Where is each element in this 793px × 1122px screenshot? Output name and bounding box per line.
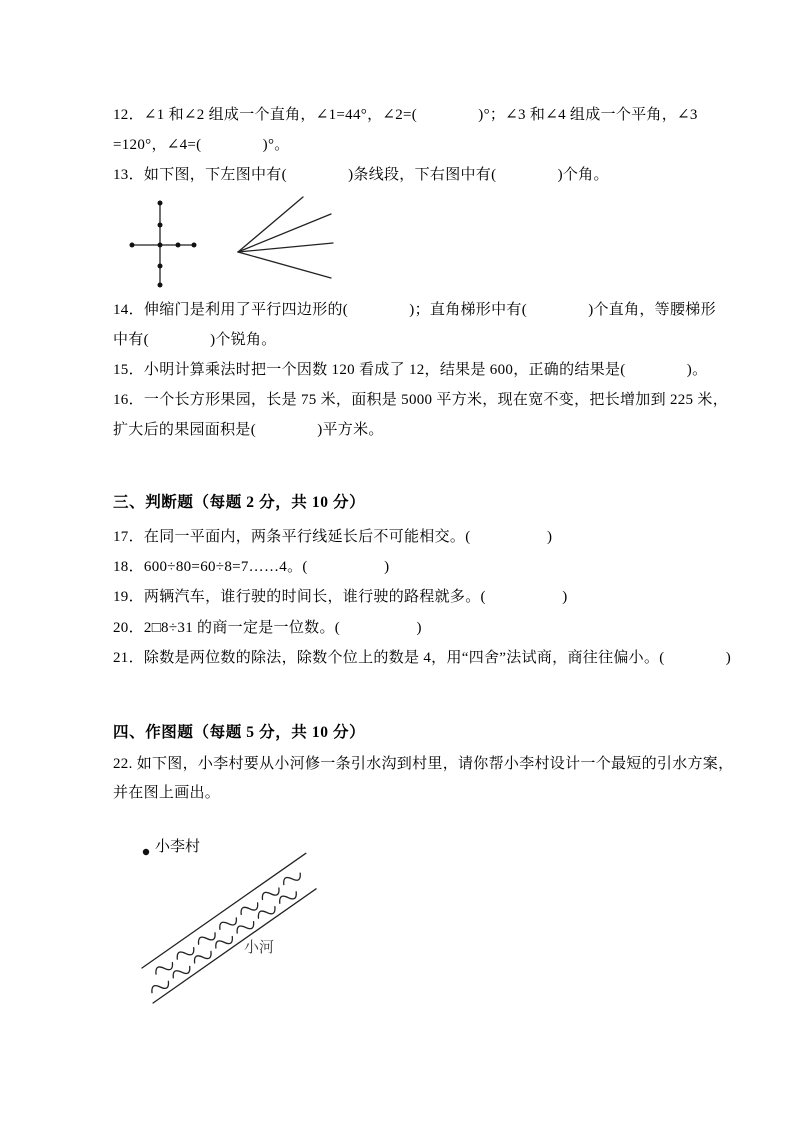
cross-point [176,243,181,248]
question-14-line-1: 14．伸缩门是利用了平行四边形的( )；直角梯形中有( )个直角，等腰梯形 [113,302,716,318]
cross-point [192,243,197,248]
question-20-line-1: 20．2□8÷31 的商一定是一位数。( ) [113,620,422,636]
cross-point [158,283,163,288]
question-17-line-1: 17．在同一平面内，两条平行线延长后不可能相交。( ) [113,529,553,545]
river-wave [277,888,299,907]
river-wave [239,899,261,918]
river-label: 小河 [244,940,275,956]
river-bank-upper [142,853,306,968]
angle-rays-figure [238,197,333,278]
question-13-line-1: 13．如下图，下左图中有( )条线段，下右图中有( )个角。 [113,167,609,183]
river-wave [149,978,171,997]
river-wave [256,903,278,922]
question-15-line-1: 15．小明计算乘法时把一个因数 120 看成了 12，结果是 600，正确的结果是( )。 [113,362,708,378]
question-19-line-1: 19．两辆汽车，谁行驶的时间长，谁行驶的路程就多。( ) [113,589,568,605]
village-label: 小李村 [155,839,201,855]
ray [238,214,331,252]
river-wave [192,948,214,967]
cross-point [158,201,163,206]
river-wave [260,884,282,903]
river-wave [281,869,303,888]
ray [238,252,331,278]
cross-point [130,243,135,248]
cross-point [158,264,163,269]
river-figure [133,849,326,1003]
river-wave [235,918,257,937]
section-4-heading: 四、作图题（每题 5 分，共 10 分） [113,724,366,741]
river-wave [171,963,193,982]
section-3-heading: 三、判断题（每题 2 分，共 10 分） [113,494,366,511]
village-dot [143,849,149,855]
cross-point [158,243,163,248]
question-21-line-1: 21．除数是两位数的除法，除数个位上的数是 4，用“四舍”法试商，商往往偏小。( ) [113,650,732,666]
river-wave [175,944,197,963]
river-wave [213,933,235,952]
question-12-line-2: =120°，∠4=( )°。 [113,137,290,153]
river-wave [153,959,175,978]
ray [238,243,333,252]
river-bank-lower [153,889,316,1003]
question-16-line-1: 16．一个长方形果园，长是 75 米，面积是 5000 平方米，现在宽不变，把长增加到 225 米， [113,392,729,408]
river-wave [217,914,239,933]
river-wave [196,929,218,948]
question-14-line-2: 中有( )个锐角。 [113,332,277,348]
cross-point [158,223,163,228]
segment-cross-figure [130,201,197,288]
ray [238,197,303,252]
question-18-line-1: 18．600÷80=60÷8=7……4。( ) [113,559,390,575]
question-16-line-2: 扩大后的果园面积是( )平方米。 [113,422,384,438]
question-12-line-1: 12．∠1 和∠2 组成一个直角，∠1=44°，∠2=( )°；∠3 和∠4 组成一个平角，∠3 [113,107,698,123]
question-22-line-1: 22. 如下图，小李村要从小河修一条引水沟到村里，请你帮小李村设计一个最短的引水方案， [113,756,734,772]
question-22-line-2: 并在图上画出。 [113,785,221,801]
